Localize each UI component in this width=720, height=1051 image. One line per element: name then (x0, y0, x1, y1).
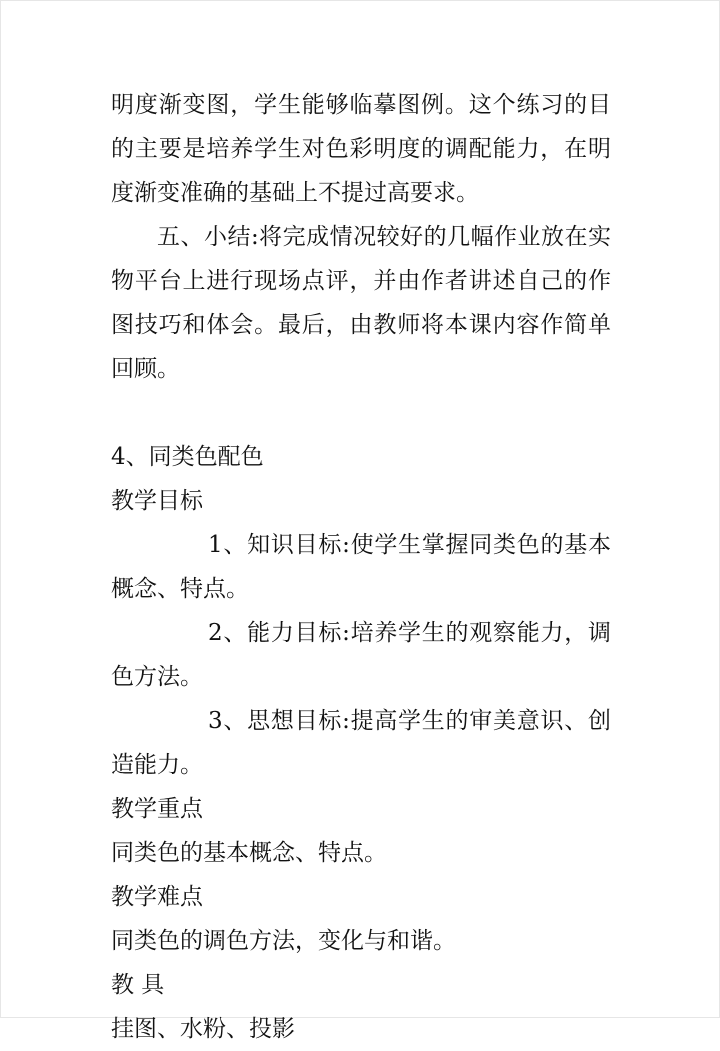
paragraph-summary: 五、小结:将完成情况较好的几幅作业放在实物平台上进行现场点评，并由作者讲述自己的作图技巧和体会。最后，由教师将本课内容作简单回顾。 (111, 224, 611, 382)
difficulties-text: 同类色的调色方法，变化与和谐。 (111, 928, 456, 954)
teaching-aids-text: 挂图、水粉、投影 (111, 1016, 295, 1042)
section-heading: 4、同类色配色 (111, 444, 264, 470)
subheading-teaching-goals: 教学目标 (111, 488, 203, 514)
blank-line (111, 391, 611, 435)
subheading-difficulties: 教学难点 (111, 884, 203, 910)
paragraph-continuation: 明度渐变图，学生能够临摹图例。这个练习的目的主要是培养学生对色彩明度的调配能力，在明度渐变准确的基础上不提过高要求。 (111, 92, 611, 206)
subheading-teaching-aids: 教 具 (111, 972, 165, 998)
goal-knowledge: 1、知识目标:使学生掌握同类色的基本概念、特点。 (111, 532, 611, 602)
key-points-text: 同类色的基本概念、特点。 (111, 840, 387, 866)
document-body (111, 83, 611, 1051)
goal-thought: 3、思想目标:提高学生的审美意识、创造能力。 (111, 708, 611, 778)
goal-ability: 2、能力目标:培养学生的观察能力，调色方法。 (111, 620, 611, 690)
subheading-key-points: 教学重点 (111, 796, 203, 822)
